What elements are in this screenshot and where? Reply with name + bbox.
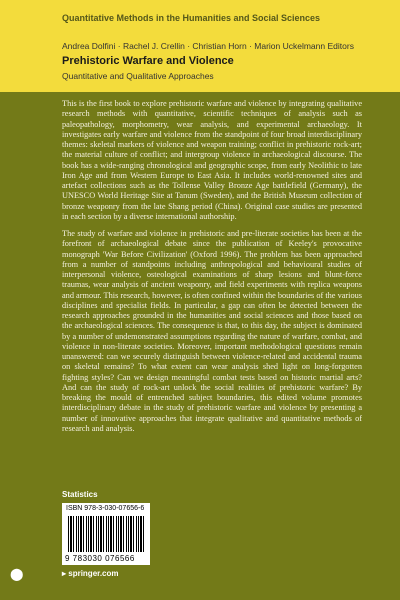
editors-line [62, 41, 354, 51]
series-title: Quantitative Methods in the Humanities and Social Sciences [62, 13, 321, 23]
book-title: Prehistoric Warfare and Violence [62, 55, 234, 67]
editors-suffix: Editors [327, 41, 354, 51]
blurb-paragraph: This is the first book to explore prehistoric warfare and violence by integrating qualitative research methods with quantitative, scientific techniques of analysis such as paleopathology, morphometry, wear analysis, and experimental archaeology. It investigates early warfare and violence from the standpoint of four broad interdisciplinary themes: skeletal markers of violence and weapon training; conflict in prehistoric rock-art; the material culture of conflict; and intergroup violence in archaeological discourse. The book has a wide-ranging chronological and geographic scope, from early Neolithic to late Iron Age and from Western Europe to East Asia. It includes world-renowned sites and artefact collections such as the Tollense Valley Bronze Age battlefield (Germany), the UNESCO World Heritage Site at Tanum (Sweden), and the British Museum collection of bronze weaponry from the late Shang period (China). Original case studies are presented in each section by a diverse international authorship. [62, 99, 362, 221]
isbn-text: ISBN 978-3-030-07656-6 [66, 505, 145, 512]
subject-label: Statistics [62, 490, 98, 499]
website-arrow-icon: ▸ [62, 569, 69, 578]
barcode [62, 503, 150, 565]
barcode-digits: 9 783030 076566 [65, 554, 135, 563]
book-subtitle: Quantitative and Qualitative Approaches [62, 71, 214, 81]
website-text: springer.com [68, 569, 119, 578]
blurb [62, 99, 362, 441]
publisher-logo-icon: ⬤ [10, 567, 24, 581]
barcode-bars [68, 516, 144, 552]
website-link[interactable] [62, 569, 119, 578]
blurb-paragraph: The study of warfare and violence in prehistoric and pre-literate societies has been at the forefront of archaeological debate since the publication of Keeley's provocative monograph 'War Before Civilization' (Oxford 1996). The problem has been approached from a number of standpoints including anthropological and behavioural studies of interpersonal violence, osteological examinations of sharp lesions and blunt-force traumas, wear analysis of ancient weaponry, and field experiments with replica weapons and armour. This research, however, is often confined within the boundaries of the various disciplines and specialist fields. In particular, a gap can often be detected between the research approaches grounded in the humanities and social sciences and those based on the archaeological sciences. The consequence is that, to this day, the subject is dominated by a number of undemonstrated assumptions regarding the nature of warfare, combat, and violence in non-literate societies. Moreover, important methodological questions remain unanswered: can we securely distinguish between violence-related and accidental trauma on skeletal remains? To what extent can wear analysis shed light on long-forgotten fighting styles? Can we design meaningful combat tests based on historic martial arts? And can the study of rock-art unlock the social realities of prehistoric warfare? By breaking the mould of entrenched subject boundaries, this edited volume promotes interdisciplinary debate in the study of prehistoric warfare and violence by presenting a number of innovative approaches that integrate qualitative and quantitative methods of research and analysis. [62, 229, 362, 433]
editor-names: Andrea Dolfini · Rachel J. Crellin · Christian Horn · Marion Uckelmann [62, 41, 326, 51]
